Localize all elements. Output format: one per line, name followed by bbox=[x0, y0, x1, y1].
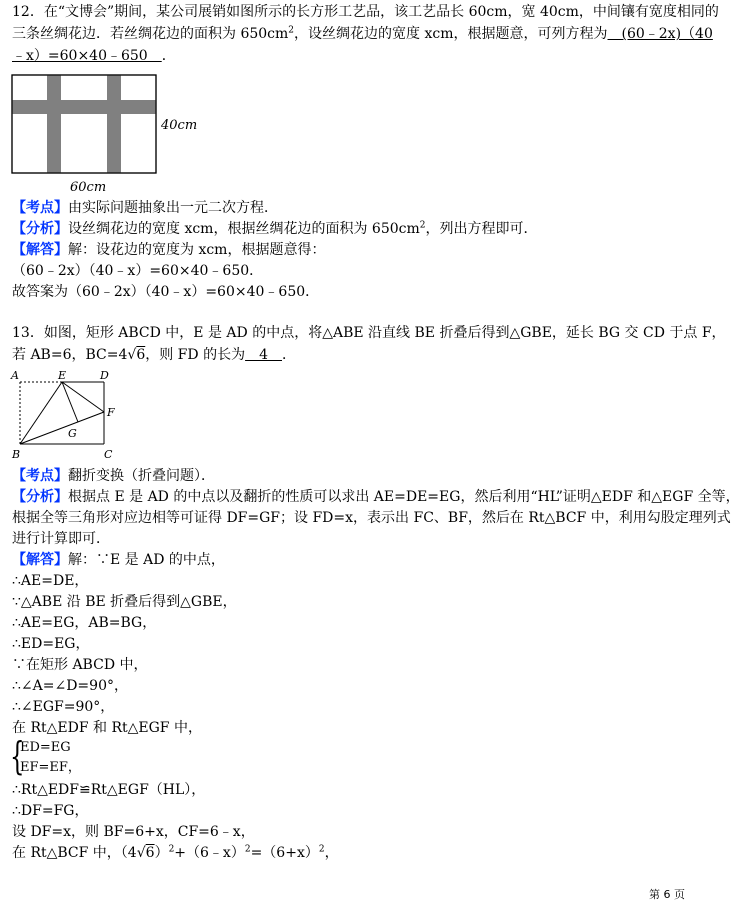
q12-jieda-line3: 故答案为（60﹣2x）（40﹣x）=60×40﹣650． bbox=[12, 284, 320, 300]
fenxi-tag: 【分析】 bbox=[12, 489, 68, 505]
height-label: 40cm bbox=[161, 118, 198, 133]
page-number: 第 6 页 bbox=[649, 888, 685, 901]
q13-text: 若 AB=6，BC=4 bbox=[12, 347, 128, 363]
eq-text: +（6﹣x） bbox=[174, 845, 245, 861]
jieda-text: 解：设花边的宽度为 xcm，根据题意得： bbox=[68, 242, 326, 258]
eq-text: =（6+x） bbox=[250, 845, 319, 861]
superscript: 2 bbox=[288, 25, 295, 36]
label-G: G bbox=[68, 427, 77, 440]
fenxi-text: 根据点 E 是 AD 的中点以及翻折的性质可以求出 AE=DE=EG，然后利用“HL”证明△EDF 和△EGF 全等， bbox=[68, 489, 740, 505]
radicand: 6 bbox=[145, 845, 155, 861]
system-brace: { bbox=[10, 734, 25, 778]
q13-text: ，则 FD 的长为 bbox=[145, 347, 246, 363]
q12-figure bbox=[10, 73, 210, 195]
width-label: 60cm bbox=[70, 180, 107, 195]
superscript: 2 bbox=[419, 220, 426, 231]
superscript: 2 bbox=[318, 844, 325, 855]
superscript: 2 bbox=[168, 844, 175, 855]
solution-step: 在 Rt△EDF 和 Rt△EGF 中， bbox=[12, 720, 202, 736]
sqrt-symbol: √ bbox=[127, 347, 137, 363]
q12-jieda bbox=[12, 240, 325, 260]
superscript: 2 bbox=[244, 844, 251, 855]
q13-kaodian bbox=[12, 466, 215, 486]
q12-text: ，设丝绸花边的宽度 xcm，根据题意，可列方程为 bbox=[294, 26, 608, 42]
vertical-ribbon-right bbox=[107, 75, 121, 173]
q12-answer: (60﹣2x)（40 bbox=[607, 26, 713, 42]
solution-step: ∴Rt△EDF≌Rt△EGF（HL）， bbox=[12, 782, 206, 798]
q12-line2 bbox=[12, 24, 713, 44]
system-end: ， bbox=[67, 760, 81, 775]
q12-kaodian bbox=[12, 198, 278, 218]
solution-step: ∴AE=DE， bbox=[12, 573, 89, 589]
frame-rect bbox=[12, 75, 156, 173]
q13-answer: 4 bbox=[245, 347, 282, 363]
kaodian-text: 由实际问题抽象出一元二次方程． bbox=[68, 200, 278, 216]
system-eq1: ED=EG bbox=[20, 740, 71, 755]
q12-line1: 12．在“文博会”期间，某公司展销如图所示的长方形工艺品，该工艺品长 60cm，宽 40cm，中间镶有宽度相同的 bbox=[12, 4, 719, 20]
label-C: C bbox=[104, 448, 113, 461]
label-A: A bbox=[11, 369, 19, 382]
fenxi-text: 设丝绸花边的宽度 xcm，根据丝绸花边的面积为 650cm bbox=[68, 221, 420, 237]
label-B: B bbox=[12, 448, 21, 461]
q12-text: ． bbox=[161, 48, 176, 64]
segment-BF bbox=[20, 412, 104, 444]
sqrt-symbol: √ bbox=[136, 845, 146, 861]
system-eq2 bbox=[20, 758, 81, 778]
q13-fenxi bbox=[12, 487, 740, 507]
segment-BE bbox=[20, 382, 62, 444]
q12-line3 bbox=[12, 46, 176, 66]
q13-line1: 13．如图，矩形 ABCD 中，E 是 AD 的中点，将△ABE 沿直线 BE 折叠后得到△GBE，延长 BG 交 CD 于点 F， bbox=[12, 325, 726, 341]
label-F: F bbox=[107, 406, 115, 419]
q12-jieda-line2: （60﹣2x）（40﹣x）=60×40﹣650． bbox=[12, 263, 264, 279]
q13-text: ． bbox=[282, 347, 296, 363]
kaodian-tag: 【考点】 bbox=[12, 200, 68, 216]
eq-text: 在 Rt△BCF 中，（4 bbox=[12, 845, 137, 861]
q13-jieda bbox=[12, 550, 225, 570]
jieda-text: 解：∵E 是 AD 的中点， bbox=[68, 552, 225, 568]
q12-text: 三条丝绸花边．若丝绸花边的面积为 650cm bbox=[12, 26, 289, 42]
solution-last bbox=[12, 843, 339, 863]
solution-step: ∴∠A=∠D=90°， bbox=[12, 678, 128, 694]
jieda-tag: 【解答】 bbox=[12, 552, 68, 568]
solution-step: ∴ED=EG， bbox=[12, 636, 90, 652]
horizontal-ribbon bbox=[12, 100, 156, 114]
q13-fenxi-line2: 根据全等三角形对应边相等可证得 DF=GF；设 FD=x，表示出 FC、BF，然后在 Rt△BCF 中，利用勾股定理列式 bbox=[12, 510, 731, 526]
fenxi-text: ，列出方程即可． bbox=[425, 221, 538, 237]
q13-line2 bbox=[12, 345, 296, 365]
solution-step: ∴DF=FG， bbox=[12, 803, 89, 819]
q12-fenxi bbox=[12, 219, 537, 239]
solution-step: ∴∠EGF=90°， bbox=[12, 699, 115, 715]
eq-text: ） bbox=[154, 845, 169, 861]
radicand: 6 bbox=[136, 347, 146, 363]
label-D: D bbox=[100, 369, 109, 382]
kaodian-text: 翻折变换（折叠问题）． bbox=[68, 468, 215, 484]
vertical-ribbon-left bbox=[47, 75, 61, 173]
solution-step: 设 DF=x，则 BF=6+x，CF=6﹣x， bbox=[12, 824, 255, 840]
fenxi-tag: 【分析】 bbox=[12, 221, 68, 237]
q13-figure bbox=[8, 368, 128, 464]
solution-step: ∴AE=EG，AB=BG， bbox=[12, 615, 157, 631]
q12-answer-cont: ﹣x）=60×40﹣650 bbox=[12, 48, 162, 64]
solution-step: ∵△ABE 沿 BE 折叠后得到△GBE， bbox=[12, 594, 237, 610]
solution-step: ∵在矩形 ABCD 中， bbox=[12, 657, 148, 673]
jieda-tag: 【解答】 bbox=[12, 242, 68, 258]
q13-fenxi-line3: 进行计算即可． bbox=[12, 531, 110, 547]
system-eq2-text: EF=EF bbox=[20, 760, 68, 775]
label-E: E bbox=[58, 369, 67, 382]
kaodian-tag: 【考点】 bbox=[12, 468, 68, 484]
eq-text: ， bbox=[324, 845, 339, 861]
